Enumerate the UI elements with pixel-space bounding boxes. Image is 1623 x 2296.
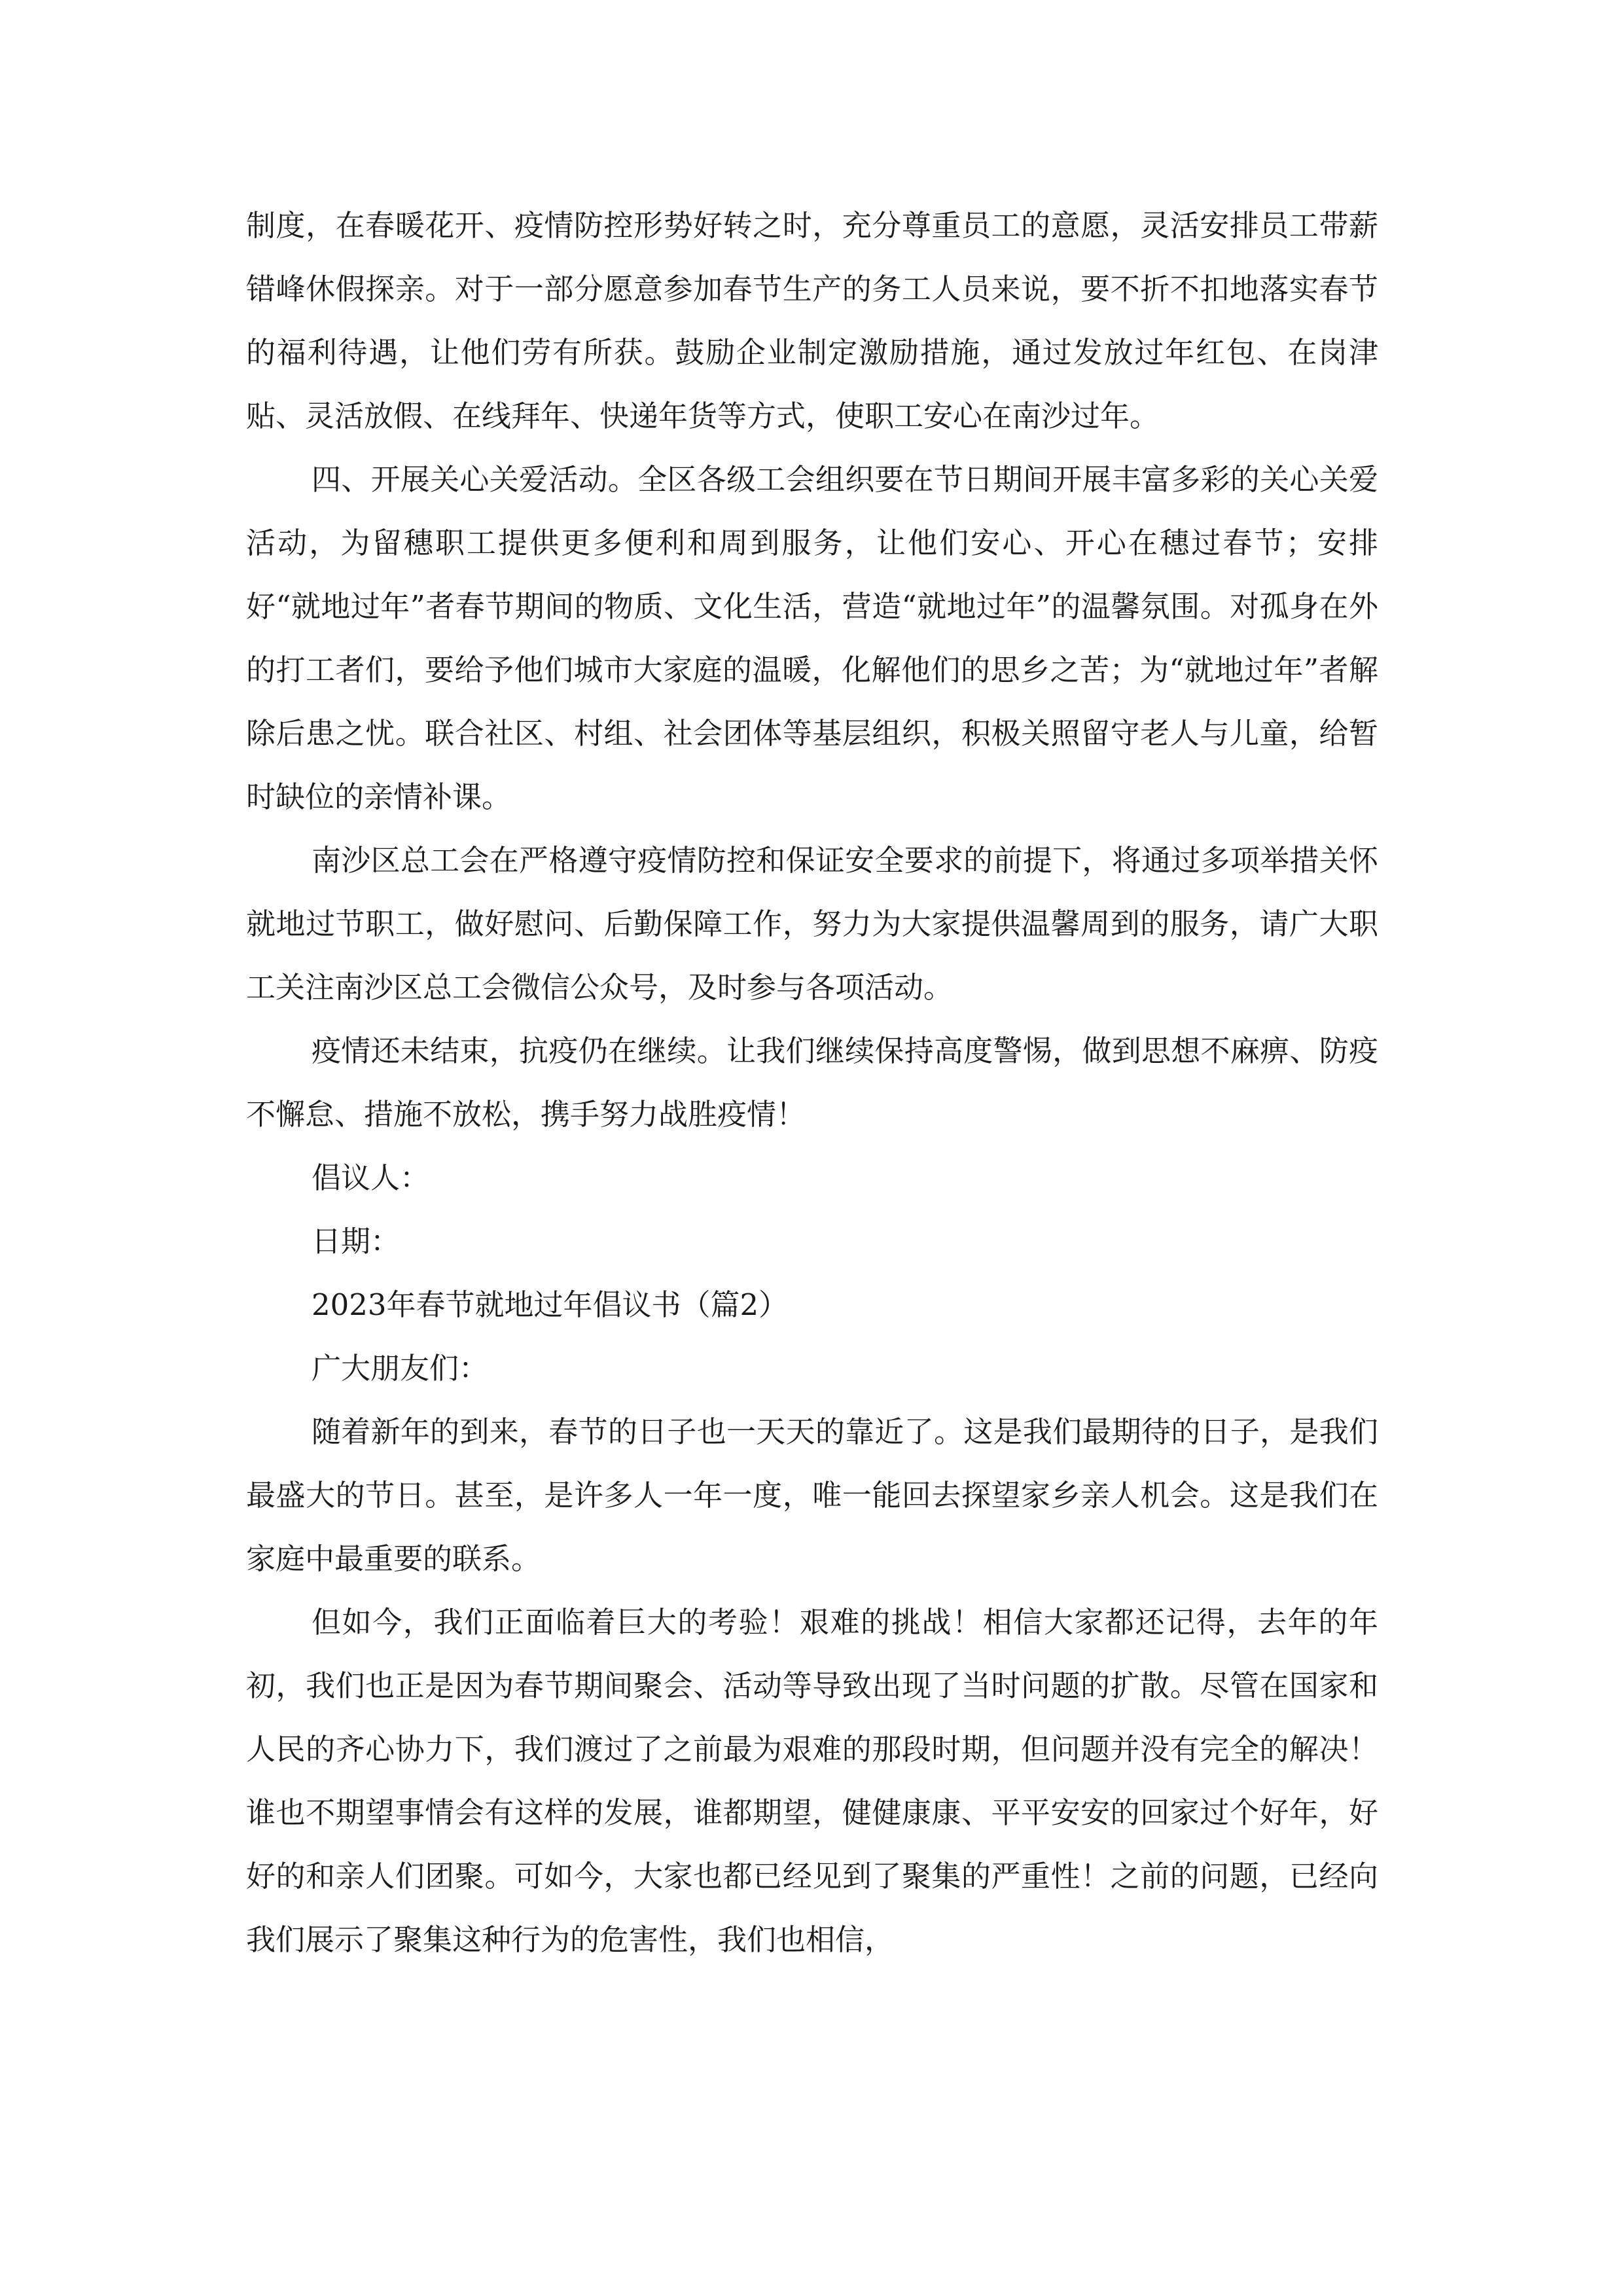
paragraph-1: 制度，在春暖花开、疫情防控形势好转之时，充分尊重员工的意愿，灵活安排员工带薪错峰休假探亲。对于一部分愿意参加春节生产的务工人员来说，要不折不扣地落实春节的福利待遇，让他们劳有所获。鼓励企业制定激励措施，通过发放过年红包、在岗津贴、灵活放假、在线拜年、快递年货等方式，使职工安心在南沙过年。 (246, 208, 1378, 433)
salutation: 广大朋友们： (312, 1351, 489, 1386)
paragraph-4: 疫情还未结束，抗疫仍在继续。让我们继续保持高度警惕，做到思想不麻痹、防疫不懈怠、措施不放松，携手努力战胜疫情！ (246, 1033, 1378, 1132)
document-page (246, 194, 1378, 1971)
section-2-paragraph-2: 但如今，我们正面临着巨大的考验！艰难的挑战！相信大家都还记得，去年的年初，我们也正是因为春节期间聚会、活动等导致出现了当时问题的扩散。尽管在国家和人民的齐心协力下，我们渡过了之前最为艰难的那段时期，但问题并没有完全的解决！谁也不期望事情会有这样的发展，谁都期望，健健康康、平平安安的回家过个好年，好好的和亲人们团聚。可如今，大家也都已经见到了聚集的严重性！之前的问题，已经向我们展示了聚集这种行为的危害性，我们也相信， (246, 1605, 1378, 1957)
section-2-title: 2023年春节就地过年倡议书（篇2） (312, 1287, 789, 1322)
initiator-label: 倡议人： (312, 1160, 430, 1195)
date-label: 日期： (312, 1224, 401, 1259)
paragraph-3: 南沙区总工会在严格遵守疫情防控和保证安全要求的前提下，将通过多项举措关怀就地过节职工，做好慰问、后勤保障工作，努力为大家提供温馨周到的服务，请广大职工关注南沙区总工会微信公众号，及时参与各项活动。 (246, 843, 1378, 1005)
section-2-paragraph-1: 随着新年的到来，春节的日子也一天天的靠近了。这是我们最期待的日子，是我们最盛大的节日。甚至，是许多人一年一度，唯一能回去探望家乡亲人机会。这是我们在家庭中最重要的联系。 (246, 1414, 1378, 1576)
paragraph-2: 四、开展关心关爱活动。全区各级工会组织要在节日期间开展丰富多彩的关心关爱活动，为留穗职工提供更多便利和周到服务，让他们安心、开心在穗过春节；安排好“就地过年”者春节期间的物质、文化生活，营造“就地过年”的温馨氛围。对孤身在外的打工者们，要给予他们城市大家庭的温暖，化解他们的思乡之苦；为“就地过年”者解除后患之忧。联合社区、村组、社会团体等基层组织，积极关照留守老人与儿童，给暂时缺位的亲情补课。 (246, 462, 1378, 814)
